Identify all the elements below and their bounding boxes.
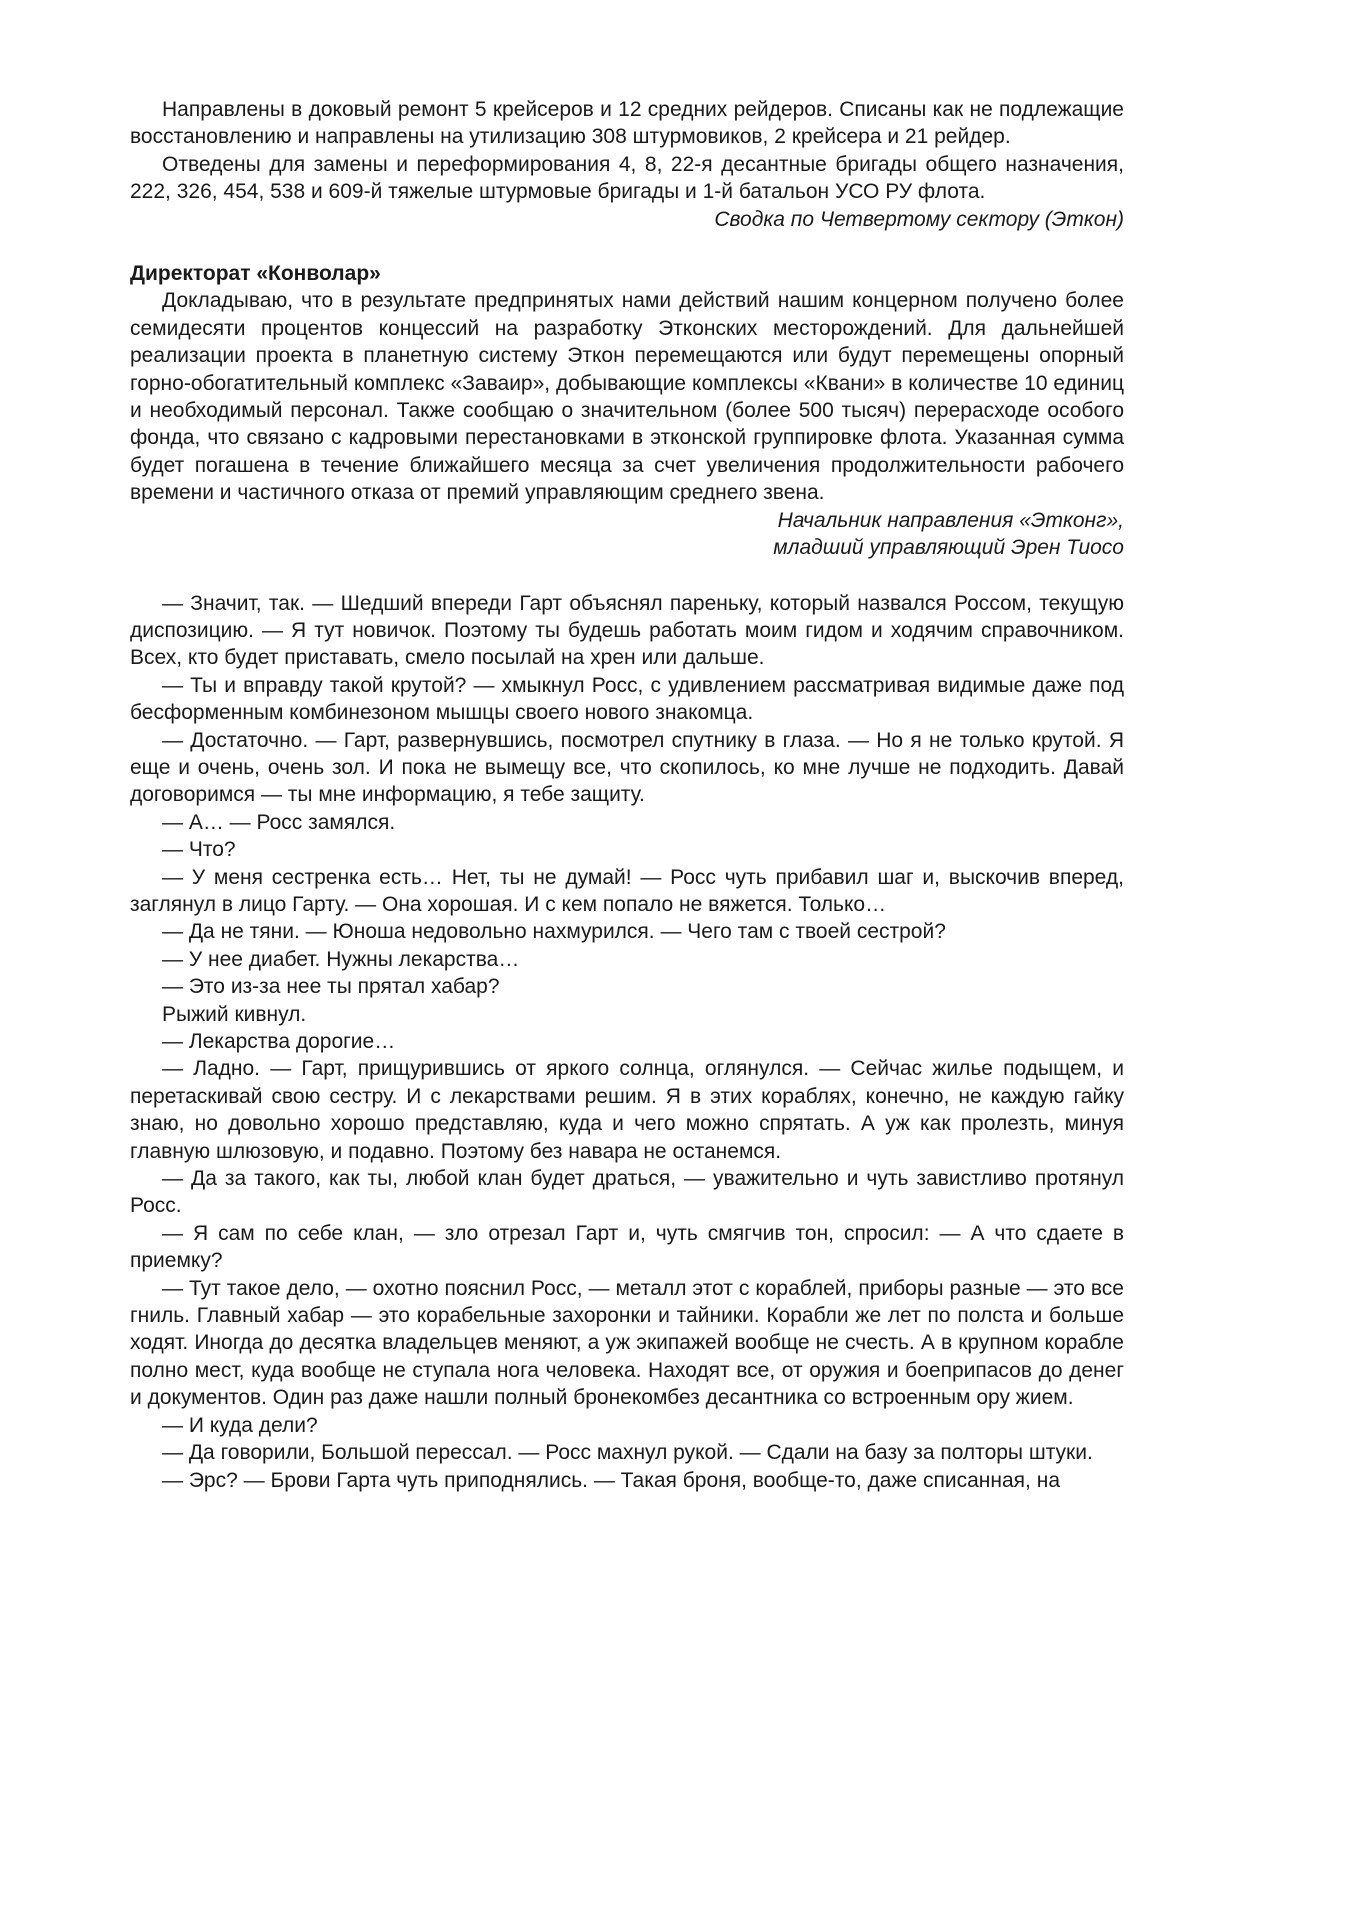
directorate-signature-title: Начальник направления «Этконг», [777, 508, 1124, 532]
directorate-signature-name: младший управляющий Эрен Тиосо [773, 536, 1124, 560]
section-spacer [130, 233, 1124, 260]
dialogue-line: — Что? [162, 838, 236, 862]
dialogue-line: — А… — Росс замялся. [162, 810, 396, 834]
dialogue-line: — Ты и вправду такой крутой? — хмыкнул Росс, с удивлением рассматривая видимые даже под бесформенным комбинезоном мышцы своего нового знакомца. [130, 673, 1124, 725]
dialogue-line: — Тут такое дело, — охотно пояснил Росс, — металл этот с кораблей, приборы разные — это все гниль. Главный хабар — это корабельные захоронки и тайники. Корабли же лет по полста и больше ходят. Иногда до десятка владельцев меняют, а уж экипажей вообще не счесть. А в крупном корабле полно мест, куда вообще не ступала нога человека. Находят все, от оружия и боеприпасов до денег и документов. Один раз даже нашли полный бронекомбез десантника со встроенным ору жием. [130, 1276, 1124, 1410]
report-signature: Сводка по Четвертому сектору (Эткон) [714, 207, 1124, 231]
dialogue-line: — И куда дели? [162, 1413, 318, 1437]
dialogue-line: — Да за такого, как ты, любой клан будет драться, — уважительно и чуть завистливо протянул Росс. [130, 1167, 1124, 1218]
directorate-heading: Директорат «Конволар» [130, 262, 381, 286]
dialogue-line: — У нее диабет. Нужны лекарства… [162, 947, 520, 971]
dialogue-line: — Да говорили, Большой пересcал. — Росс махнул рукой. — Сдали на базу за полторы штуки. [162, 1441, 1093, 1465]
report-paragraph-2: Отведены для замены и переформирования 4, 8, 22-я десантные бригады общего назначения, 222, 326, 454, 538 и 609-й тяжелые штурмовые бригады и 1-й батальон УСО РУ флота. [130, 152, 1124, 204]
book-page [130, 96, 1124, 1494]
dialogue-line: — Я сам по себе клан, — зло отрезал Гарт и, чуть смягчив тон, спросил: — А что сдаете в приемку? [130, 1221, 1124, 1273]
dialogue-section [130, 590, 1124, 1494]
dialogue-line: — Достаточно. — Гарт, развернувшись, посмотрел спутнику в глаза. — Но я не только крутой. Я еще и очень, очень зол. И пока не вымещу все, что скопилось, ко мне лучше не подходить. Давай договоримся — ты мне информацию, я тебе защиту. [130, 728, 1124, 807]
report-paragraph-1: Направлены в доковый ремонт 5 крейсеров и 12 средних рейдеров. Списаны как не подлежащие восстановлению и направлены на утилизацию 308 штурмовиков, 2 крейсера и 21 рейдер. [130, 98, 1124, 149]
dialogue-line: Рыжий кивнул. [162, 1002, 307, 1026]
directorate-body: Докладываю, что в результате предпринятых нами действий нашим концерном получено более семидесяти процентов концессий на разработку Этконских месторождений. Для дальнейшей реализации проекта в планетную систему Эткон перемещаются или будут перемещены опорный горно-обогатительный комплекс «Заваир», добывающие комплексы «Квани» в количестве 10 единиц и необходимый персонал. Также сообщаю о значительном (более 500 тысяч) перерасходе особого фонда, что связано с кадровыми перестановками в этконской группировке флота. Указанная сумма будет погашена в течение ближайшего месяца за счет увеличения продолжительности рабочего времени и частичного отказа от премий управляющим среднего звена. [130, 289, 1124, 505]
dialogue-line: — У меня сестренка есть… Нет, ты не думай! — Росс чуть прибавил шаг и, выскочив вперед, заглянул в лицо Гарту. — Она хорошая. И с кем попало не вяжется. Только… [130, 865, 1124, 916]
dialogue-line: — Значит, так. — Шедший впереди Гарт объяснял пареньку, который назвался Россом, текущую диспозицию. — Я тут новичок. Поэтому ты будешь работать моим гидом и ходячим справочником. Всех, кто будет приставать, смело посылай на хрен или дальше. [130, 591, 1124, 670]
dialogue-line: — Да не тяни. — Юноша недовольно нахмурился. — Чего там с твоей сестрой? [162, 920, 946, 944]
dialogue-line: — Ладно. — Гарт, прищурившись от яркого солнца, оглянулся. — Сейчас жилье подыщем, и перетаскивай свою сестру. И с лекарствами решим. Я в этих кораблях, конечно, не каждую гайку знаю, но довольно хорошо представляю, куда и чего можно спрятать. А уж как пролезть, минуя главную шлюзовую, и подавно. Поэтому без навара не останемся. [130, 1057, 1124, 1163]
dialogue-line: — Лекарства дорогие… [162, 1030, 396, 1053]
dialogue-line: — Эрс? — Брови Гарта чуть приподнялись. — Такая броня, вообще-то, даже списанная, на [162, 1468, 1060, 1492]
dialogue-line: — Это из-за нее ты прятал хабар? [162, 975, 500, 999]
